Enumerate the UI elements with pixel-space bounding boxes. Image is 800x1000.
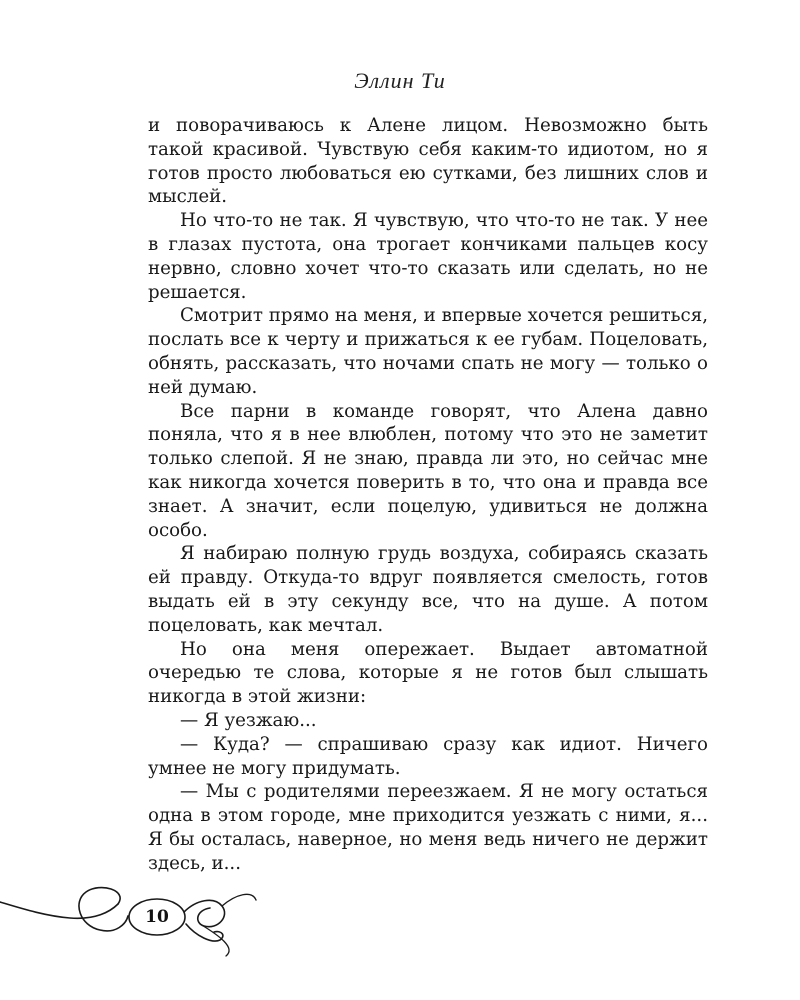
page-body-text — [148, 114, 708, 876]
paragraph-4: Все парни в команде говорят, что Алена давно поняла, что я в нее влюблен, потому что это не заметит только слепой. Я не знаю, правда ли это, но сейчас мне как никогда хочется поверить в то, что она и правда все знает. А значит, если поцелую, удивиться не должна особо. — [148, 400, 708, 541]
decorative-swirl-ornament — [0, 860, 800, 1000]
running-header: Эллин Ти — [354, 68, 446, 93]
dialogue-line-3: — Мы с родителями переезжаем. Я не могу остаться одна в этом городе, мне приходится уезжать с ними, я... Я бы осталась, наверное, но меня ведь ничего не держит здесь, и... — [148, 781, 708, 874]
dialogue-line-2: — Куда? — спрашиваю сразу как идиот. Ничего умнее не могу придумать. — [148, 733, 708, 779]
page-number: 10 — [145, 907, 169, 927]
paragraph-5: Я набираю полную грудь воздуха, собираясь сказать ей правду. Откуда-то вдруг появляется смелость, готов выдать ей в эту секунду все, что на душе. А потом поцеловать, как мечтал. — [148, 543, 708, 636]
dialogue-line-1: — Я уезжаю... — [180, 709, 317, 731]
paragraph-3: Смотрит прямо на меня, и впервые хочется решиться, послать все к черту и прижаться к ее губам. Поцеловать, обнять, рассказать, что ночами спать не могу — только о ней думаю. — [148, 305, 708, 398]
paragraph-2: Но что-то не так. Я чувствую, что что-то не так. У нее в глазах пустота, она трогает кончиками пальцев косу нервно, словно хочет что-то сказать или сделать, но не решается. — [148, 210, 708, 303]
paragraph-1: и поворачиваюсь к Алене лицом. Невозможно быть такой красивой. Чувствую себя каким-то идиотом, но я готов просто любоваться ею сутками, без лишних слов и мыслей. — [148, 115, 708, 208]
paragraph-6: Но она меня опережает. Выдает автоматной очередью те слова, которые я не готов был слышать никогда в этой жизни: — [148, 638, 708, 708]
